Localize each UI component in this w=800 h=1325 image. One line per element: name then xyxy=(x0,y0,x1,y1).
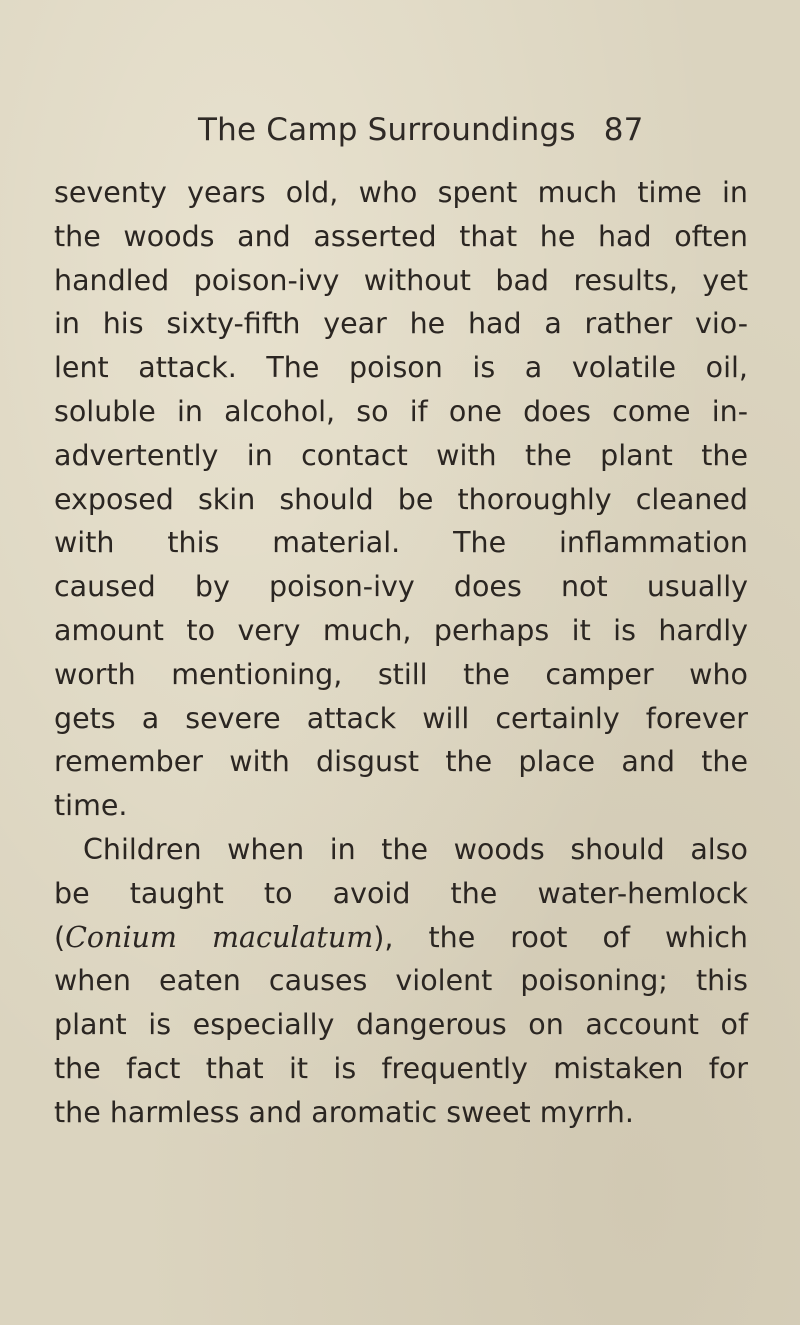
text-line: the harmless and aromatic sweet myrrh. xyxy=(54,1095,634,1129)
text-line-with-latin-name xyxy=(54,916,748,960)
text-line: be taught to avoid the water-hemlock xyxy=(54,876,748,910)
text-line: lent attack. The poison is a volatile oil, xyxy=(54,351,748,385)
text-line: caused by poison-ivy does not usually xyxy=(54,570,748,604)
text-line: the woods and asserted that he had often xyxy=(54,219,748,253)
running-head-title: The Camp Surroundings xyxy=(198,112,576,148)
text-fragment: ), the root of which xyxy=(373,920,748,954)
text-line: time. xyxy=(54,789,128,823)
text-line: remember with disgust the place and the xyxy=(54,745,748,779)
paragraph-1 xyxy=(54,171,748,828)
text-line: the fact that it is frequently mistaken for xyxy=(54,1051,748,1085)
text-line: exposed skin should be thoroughly cleaned xyxy=(54,482,748,516)
text-line: soluble in alcohol, so if one does come in- xyxy=(54,394,748,428)
page-number: 87 xyxy=(603,112,644,148)
text-line: with this material. The inflammation xyxy=(54,526,748,560)
text-line: amount to very much, perhaps it is hardly xyxy=(54,613,748,647)
text-line: plant is especially dangerous on account of xyxy=(54,1008,748,1042)
text-line: advertently in contact with the plant the xyxy=(54,438,748,472)
text-line: gets a severe attack will certainly forever xyxy=(54,701,748,735)
running-head xyxy=(198,112,644,148)
paren-open: ( xyxy=(54,920,66,954)
paragraph-2 xyxy=(54,828,748,1135)
text-line: handled poison-ivy without bad results, yet xyxy=(54,263,748,297)
text-line: when eaten causes violent poisoning; this xyxy=(54,964,748,998)
body-text xyxy=(54,171,748,1135)
text-line: in his sixty-fifth year he had a rather vio- xyxy=(54,307,748,341)
text-line: Children when in the woods should also xyxy=(83,832,748,866)
text-line: seventy years old, who spent much time in xyxy=(54,176,748,209)
latin-name: Conium maculatum xyxy=(65,920,374,954)
text-line: worth mentioning, still the camper who xyxy=(54,657,748,691)
